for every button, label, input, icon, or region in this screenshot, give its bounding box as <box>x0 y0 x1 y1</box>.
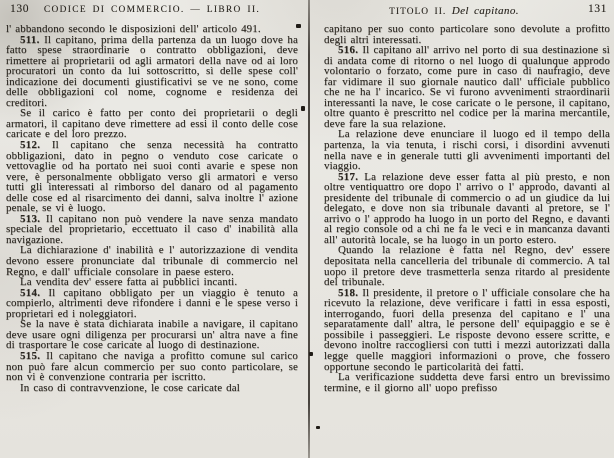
paragraph-continuation: capitano per suo conto particolare sono devolute a profitto degli altri interessati. <box>324 24 610 46</box>
page-number-left: 130 <box>10 3 30 15</box>
page-right-running-head <box>324 3 610 18</box>
running-header-left: CODICE DI COMMERCIO. — LIBRO II. <box>43 5 261 15</box>
paragraph-art-511: 511. Il capitano, prima della partenza da un luogo dove ha fatto spese straordinarie o contratto obbligazioni, deve rimettere ai proprietarii od agli armatori della nave od ai loro procuratori un conto da lui sottoscritto, sì delle spese coll' indicazione dei documenti giustificativi se ve ne sono, come delle obbligazioni col nome, cognome e residenza dei creditori. <box>6 33 298 109</box>
article-number: 518. <box>338 286 359 299</box>
paragraph-art-512: 512. Il capitano che senza necessità ha contratto obbligazioni, dato in pegno o venduto cose caricate o vettovaglie od ha portato nei suoi conti avarie e spese non vere, è personalmente obbligato verso gli armatori e verso tutti gli interessati al rimborso del danaro od al pagamento delle cose ed al risarcimento dei danni, salva inoltre l' azione penale, se vi è luogo. <box>6 139 298 215</box>
page-right-text-block <box>324 24 610 458</box>
page-gutter <box>305 0 315 458</box>
article-number: 513. <box>20 212 41 225</box>
paragraph: La verificazione suddetta deve farsi entro un brevissimo termine, e il giorno all' uopo prefisso <box>324 371 610 394</box>
paragraph: La relazione deve enunciare il luogo ed il tempo della partenza, la via tenuta, i rischi corsi, i disordini avvenuti nella nave e in generale tutti gli avvenimenti importanti del viaggio. <box>324 128 610 173</box>
running-header-title: TITOLO II. <box>389 7 447 17</box>
paragraph-art-515: 515. Il capitano che naviga a profitto comune sul carico non può fare alcun commercio per suo conto particolare, se non vi è convenzione contraria per iscritto. <box>6 349 298 384</box>
paragraph: La dichiarazione d' inabilità e l' autorizzazione di vendita devono essere pronunciate dal tribunale di commercio nel Regno, e dall' ufficiale consolare in paese estero. <box>6 244 298 278</box>
page-gutter-line <box>308 0 310 458</box>
ink-speck <box>301 106 305 111</box>
ink-speck <box>296 24 301 28</box>
paragraph: In caso di contravvenzione, le cose caricate dal <box>20 381 240 394</box>
page-left-running-head <box>6 3 298 18</box>
paragraph-art-516: 516. Il capitano all' arrivo nel porto di sua destinazione sì di andata come di ritorno o nel luogo di qualunque approdo volontario o forzato, come pure in caso di naufragio, deve far vidimare il suo giornale nautico dall' ufficiale pubblico che ne ha l' incarico. Se vi furono avvenimenti straordinarii interessanti la nave, le cose caricate o le persone, il capitano, oltre quanto è prescritto nel codice per la marina mercantile, deve fare la sua relazione. <box>324 44 610 130</box>
article-number: 511. <box>20 33 40 46</box>
article-number: 516. <box>338 44 359 57</box>
page-right <box>315 0 614 458</box>
article-number: 514. <box>20 286 41 299</box>
article-number: 515. <box>20 349 41 362</box>
ink-speck <box>309 352 313 356</box>
paragraph-art-518: 518. Il presidente, il pretore o l' ufficiale consolare che ha ricevuto la relazione, deve verificare i fatti in essa esposti, interrogando, fuori della presenza del capitano e l' una separatamente dall' altra, le persone dell' equipaggio e se è possibile i passeggieri. Le risposte devono essere scritte, e devono inoltre raccogliersi con tutti i mezzi autorizzati dalla legge quelle maggiori informazioni o prove, che fossero opportune secondo le particolarità dei fatti. <box>324 286 610 373</box>
article-number: 517. <box>338 170 359 183</box>
page-left-text-block <box>6 24 298 458</box>
paragraph: La vendita dev' essere fatta ai pubblici incanti. <box>20 276 238 289</box>
paragraph-art-517: 517. La relazione deve esser fatta al più presto, e non oltre ventiquattro ore dopo l' arrivo o l' approdo, davanti al presidente del tribunale di commercio o ad un giudice da lui delegato, e dove non sia tribunale davanti al pretore, se l' arrivo o l' approdo ha luogo in un porto del Regno, e davanti al regio console od a chi ne fa le veci e in mancanza davanti all' autorità locale, se ha luogo in un porto estero. <box>324 170 610 246</box>
paragraph: Quando la relazione è fatta nel Regno, dev' essere depositata nella cancelleria del tribunale di commercio. A tal uopo il pretore deve trasmetterla senza ritardo al presidente del tribunale. <box>324 244 610 289</box>
paragraph-continuation: l' abbandono secondo le disposizioni dell' articolo 491. <box>6 24 261 35</box>
paragraph-art-514: 514. Il capitano obbligato per un viaggio è tenuto a compierlo, altrimenti deve rifondere i danni e le spese verso i proprietari ed i noleggiatori. <box>6 286 298 320</box>
paragraph: Se la nave è stata dichiarata inabile a navigare, il capitano deve usare ogni diligenza per procurarsi un' altra nave a fine di trasportare le cose caricate al luogo di destinazione. <box>6 318 298 352</box>
page-left <box>0 0 306 458</box>
running-header-chapter: Del capitano. <box>451 5 519 17</box>
paragraph-art-513: 513. Il capitano non può vendere la nave senza mandato speciale del proprietario, eccettuato il caso d' inabilità alla navigazione. <box>6 212 298 246</box>
article-number: 512. <box>20 139 41 152</box>
page-number-right: 131 <box>587 3 607 15</box>
running-header-right <box>324 3 610 17</box>
paragraph: Se il carico è fatto per conto dei proprietarii o degli armatori, il capitano deve rimettere ad essi il conto delle cose caricate e del loro prezzo. <box>6 107 298 141</box>
